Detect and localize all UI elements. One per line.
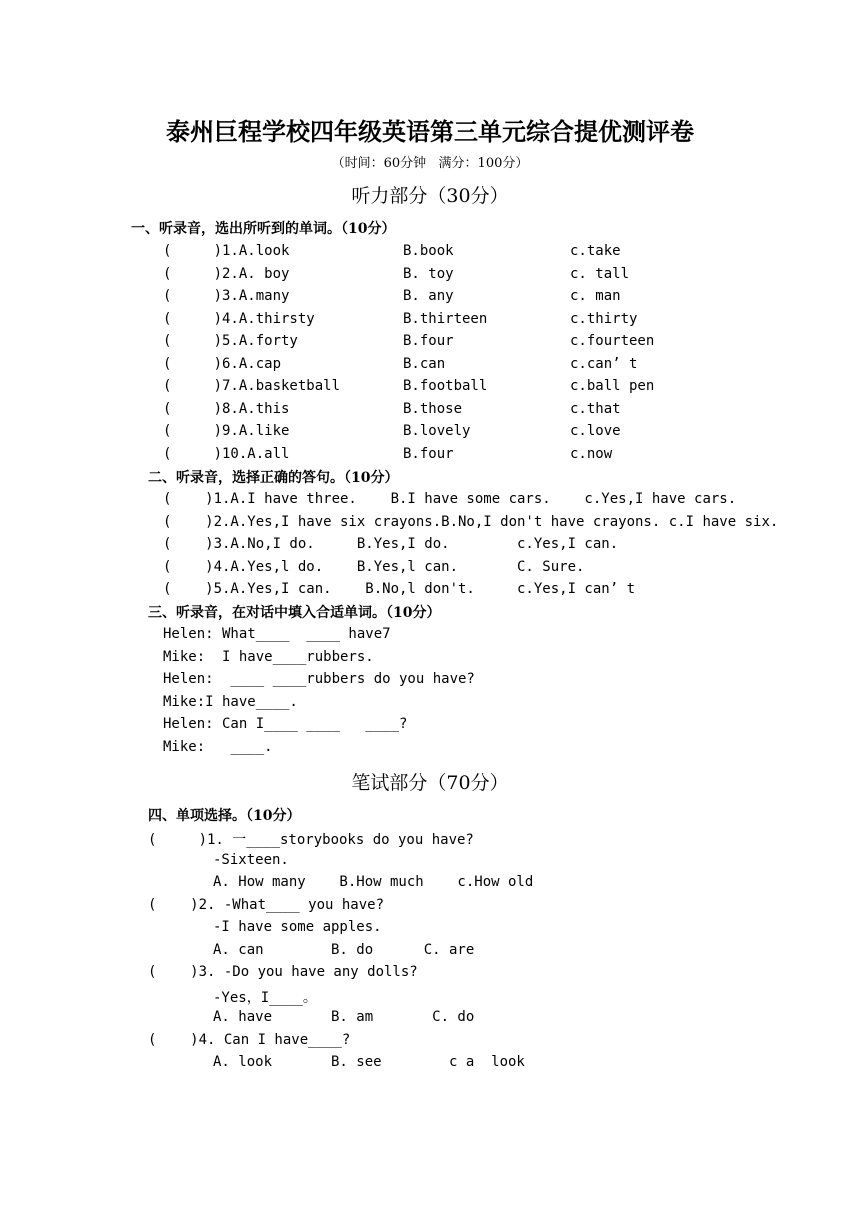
question-stem: ( )3.A.many xyxy=(163,288,290,304)
option-b: B.thirteen xyxy=(403,310,488,327)
question-stem: ( )6.A.cap xyxy=(163,355,282,372)
question-stem: ( )8.A.this xyxy=(163,400,290,417)
option-b: B. any xyxy=(403,288,454,304)
exam-time-info: （时间：60分钟 满分：100分） xyxy=(331,156,529,171)
question-stem: ( )7.A.basketball xyxy=(163,378,341,394)
answer-line: A. have B. am C. do xyxy=(213,1009,475,1025)
question-line: ( )5.A.Yes,I can. B.No,l don't. c.Yes,I can’ t xyxy=(163,581,636,597)
question-stem: ( )4.A.thirsty xyxy=(163,310,315,327)
option-c: c.fourteen xyxy=(570,333,655,349)
question-stem: ( )1. 一____storybooks do you have? xyxy=(148,832,474,848)
question-stem: ( )5.A.forty xyxy=(163,333,298,349)
listening-part-heading: 听力部分（30分） xyxy=(351,185,509,207)
question-stem: ( )9.A.like xyxy=(163,423,290,439)
question-line: ( )2.A.Yes,I have six crayons.B.No,I don't have crayons. c.I have six. xyxy=(163,513,779,530)
section-1-heading: 一、听录音，选出所听到的单词。（10分） xyxy=(131,221,396,237)
option-c: c.thirty xyxy=(570,310,638,327)
option-b: B.four xyxy=(403,333,454,349)
answer-line: -Sixteen. xyxy=(213,851,289,868)
option-c: c.can’ t xyxy=(570,355,638,372)
question-stem: ( )1.A.look xyxy=(163,243,290,259)
option-b: B.book xyxy=(403,243,454,259)
option-c: c.now xyxy=(570,445,613,462)
section-3-heading: 三、听录音，在对话中填入合适单词。（10分） xyxy=(148,605,441,621)
question-stem: ( )2.A. boy xyxy=(163,265,290,282)
written-part-heading: 笔试部分（70分） xyxy=(351,772,509,794)
option-c: c.love xyxy=(570,423,621,439)
answer-line: A. can B. do C. are xyxy=(213,941,475,958)
option-c: c. man xyxy=(570,288,621,304)
dialogue-line: Helen: Can I____ ____ ____? xyxy=(163,716,408,732)
option-c: c.ball pen xyxy=(570,378,655,394)
section-4-heading: 四、单项选择。（10分） xyxy=(148,808,301,824)
answer-line: A. How many B.How much c.How old xyxy=(213,874,534,890)
option-b: B.those xyxy=(403,400,463,417)
option-c: c.that xyxy=(570,400,621,417)
dialogue-line: Helen: What____ ____ have7 xyxy=(163,626,391,642)
question-stem: ( )2. -What____ you have? xyxy=(148,896,385,913)
answer-line: A. look B. see c a look xyxy=(213,1054,525,1070)
dialogue-line: Mike: ____. xyxy=(163,738,273,755)
question-stem: ( )10.A.all xyxy=(163,445,290,462)
dialogue-line: Helen: ____ ____rubbers do you have? xyxy=(163,671,475,687)
option-b: B. toy xyxy=(403,265,454,282)
question-stem: ( )4. Can I have____? xyxy=(148,1031,351,1048)
question-line: ( )3.A.No,I do. B.Yes,I do. c.Yes,I can. xyxy=(163,536,619,552)
section-2-heading: 二、听录音，选择正确的答句。（10分） xyxy=(148,470,399,486)
option-c: c.take xyxy=(570,243,621,259)
option-b: B.football xyxy=(403,378,488,394)
question-line: ( )1.A.I have three. B.I have some cars. c.Yes,I have cars. xyxy=(163,491,737,507)
option-b: B.four xyxy=(403,445,454,462)
question-stem: ( )3. -Do you have any dolls? xyxy=(148,964,418,980)
answer-line: -I have some apples. xyxy=(213,919,382,935)
option-b: B.lovely xyxy=(403,423,471,439)
answer-line: -Yes，I____。 xyxy=(213,989,317,1006)
dialogue-line: Mike:I have____. xyxy=(163,693,298,710)
option-c: c. tall xyxy=(570,265,630,282)
option-b: B.can xyxy=(403,355,446,372)
question-line: ( )4.A.Yes,l do. B.Yes,l can. C. Sure. xyxy=(163,558,585,575)
page-title: 泰州巨程学校四年级英语第三单元综合提优测评卷 xyxy=(166,117,694,146)
dialogue-line: Mike: I have____rubbers. xyxy=(163,648,374,665)
